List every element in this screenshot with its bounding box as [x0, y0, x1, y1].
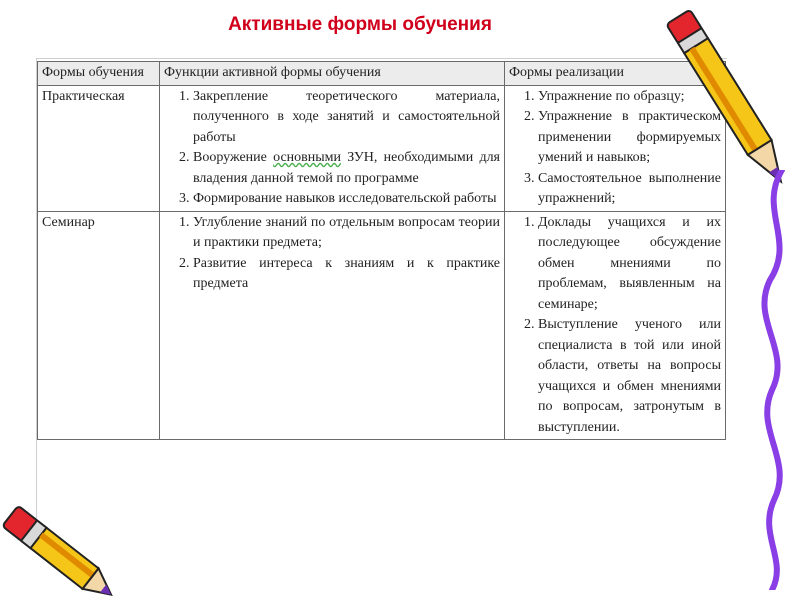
list-item: 2. Упражнение в практическом применении формируемых умений и навыков; — [538, 107, 721, 169]
list-item: 2. Вооружение основными ЗУН, необходимыми для владения данной темой по программе — [193, 148, 500, 189]
list-item: 3. Самостоятельное выполнение упражнений; — [538, 169, 721, 210]
header-realization: Формы реализации — [505, 62, 726, 86]
table-row — [38, 211, 726, 440]
list-item: 2. Развитие интереса к знаниям и к практике предмета — [193, 254, 500, 295]
row-functions — [160, 85, 505, 211]
row-realization — [505, 211, 726, 440]
list-item: 1. Закрепление теоретического материала, полученного в ходе занятий и самостоятельной работы — [193, 87, 500, 149]
list-item: 3. Формирование навыков исследовательской работы — [193, 189, 500, 210]
list-item: 2. Выступление ученого или специалиста в той или иной области, ответы на вопросы учащихся и обмен мнениями по вопросам, затронутым в выступлении. — [538, 315, 721, 438]
list-item: 1. Упражнение по образцу; — [538, 87, 721, 108]
table-row — [38, 85, 726, 211]
header-functions: Функции активной формы обучения — [160, 62, 505, 86]
functions-list — [164, 87, 500, 210]
spellcheck-underline: основными — [273, 150, 342, 165]
row-functions — [160, 211, 505, 440]
table-header-row — [38, 62, 726, 86]
purple-squiggle-line — [752, 170, 800, 590]
header-forms: Формы обучения — [38, 62, 160, 86]
forms-table — [37, 61, 726, 440]
slide-title: Активные формы обучения — [228, 14, 492, 35]
row-form-name: Семинар — [38, 211, 160, 440]
pencil-bottom-left-icon — [0, 506, 130, 600]
document-page — [36, 58, 727, 537]
row-form-name: Практическая — [38, 85, 160, 211]
realization-list — [509, 213, 721, 439]
functions-list — [164, 213, 500, 295]
list-item: 1. Углубление знаний по отдельным вопросам теории и практики предмета; — [193, 213, 500, 254]
list-item: 1. Доклады учащихся и их последующее обсуждение обмен мнениями по проблемам, выявленным на семинаре; — [538, 213, 721, 316]
